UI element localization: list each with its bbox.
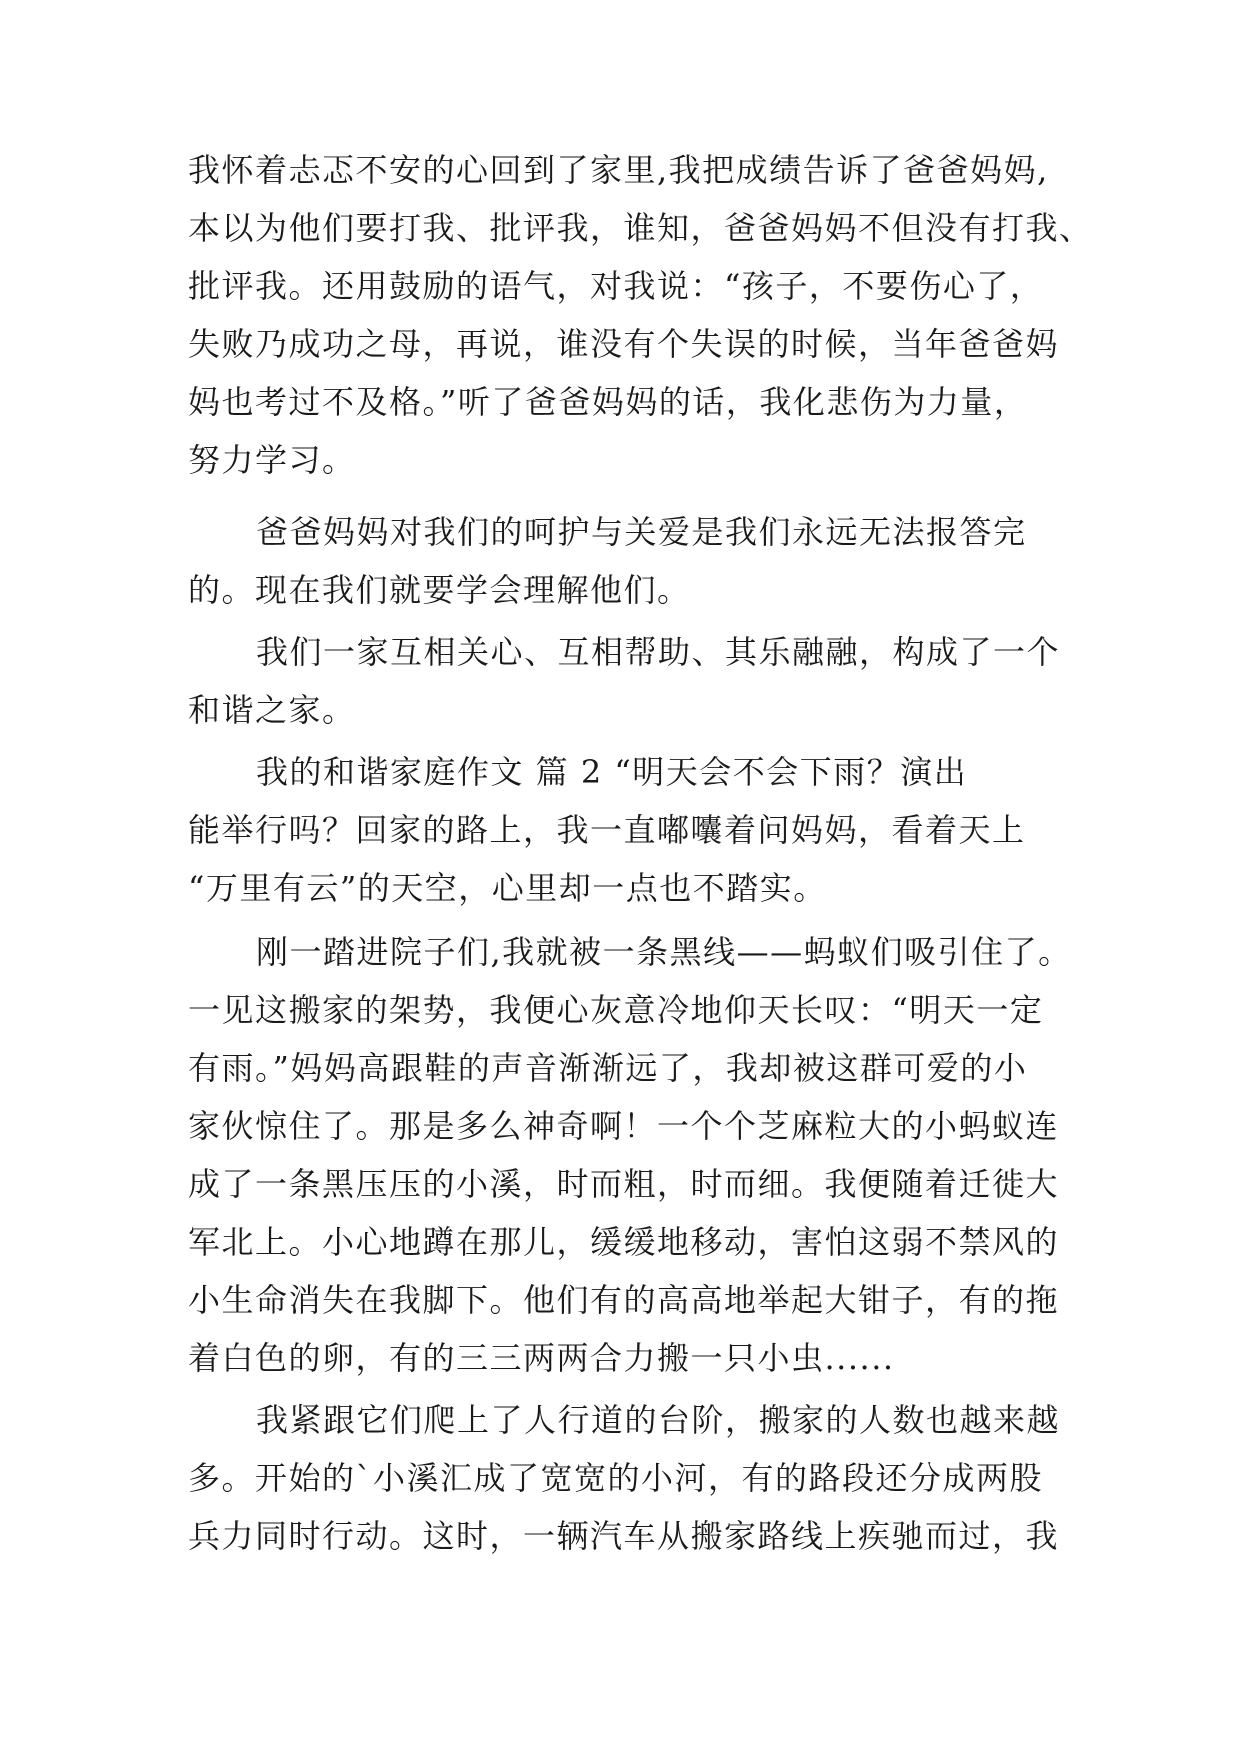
text-line: 和谐之家。 <box>188 691 356 729</box>
text-line: 能举行吗？回家的路上，我一直嘟囔着问妈妈，看着天上 <box>188 811 1026 849</box>
text-line: 家伙惊住了。那是多么神奇啊！一个个芝麻粒大的小蚂蚁连 <box>188 1107 1060 1145</box>
text-line: 我紧跟它们爬上了人行道的台阶，搬家的人数也越来越 <box>256 1401 1061 1439</box>
section-heading-line: 我的和谐家庭作文 篇 2 “明天会不会下雨？演出 <box>256 753 968 791</box>
text-line: 我们一家互相关心、互相帮助、其乐融融，构成了一个 <box>256 633 1061 671</box>
text-line: 努力学习。 <box>188 441 356 479</box>
text-line: 一见这搬家的架势，我便心灰意冷地仰天长叹：“明天一定 <box>188 991 1044 1029</box>
text-line: 我怀着忐忑不安的心回到了家里,我把成绩告诉了爸爸妈妈, <box>188 151 1049 189</box>
text-line: 军北上。小心地蹲在那儿，缓缓地移动，害怕这弱不禁风的 <box>188 1223 1060 1261</box>
text-line: 刚一踏进院子们,我就被一条黑线——蚂蚁们吸引住了。 <box>256 933 1072 971</box>
text-line: 的。现在我们就要学会理解他们。 <box>188 571 691 609</box>
text-line: 多。开始的`小溪汇成了宽宽的小河，有的路段还分成两股 <box>188 1459 1044 1497</box>
text-line: 着白色的卵，有的三三两两合力搬一只小虫...... <box>188 1339 895 1377</box>
text-line: “万里有云”的天空，心里却一点也不踏实。 <box>188 869 827 907</box>
text-line: 成了一条黑压压的小溪，时而粗，时而细。我便随着迁徙大 <box>188 1165 1060 1203</box>
text-line: 小生命消失在我脚下。他们有的高高地举起大钳子，有的拖 <box>188 1281 1060 1319</box>
text-line: 有雨。”妈妈高跟鞋的声音渐渐远了，我却被这群可爱的小 <box>188 1049 1028 1087</box>
text-line: 爸爸妈妈对我们的呵护与关爱是我们永远无法报答完 <box>256 513 1027 551</box>
text-line: 本以为他们要打我、批评我，谁知，爸爸妈妈不但没有打我、 <box>188 209 1093 247</box>
text-line: 失败乃成功之母，再说，谁没有个失误的时候，当年爸爸妈 <box>188 325 1060 363</box>
text-line: 批评我。还用鼓励的语气，对我说：“孩子，不要伤心了， <box>188 267 1044 305</box>
text-line: 妈也考过不及格。”听了爸爸妈妈的话，我化悲伤为力量， <box>188 383 1028 421</box>
text-line: 兵力同时行动。这时，一辆汽车从搬家路线上疾驰而过，我 <box>188 1517 1060 1555</box>
